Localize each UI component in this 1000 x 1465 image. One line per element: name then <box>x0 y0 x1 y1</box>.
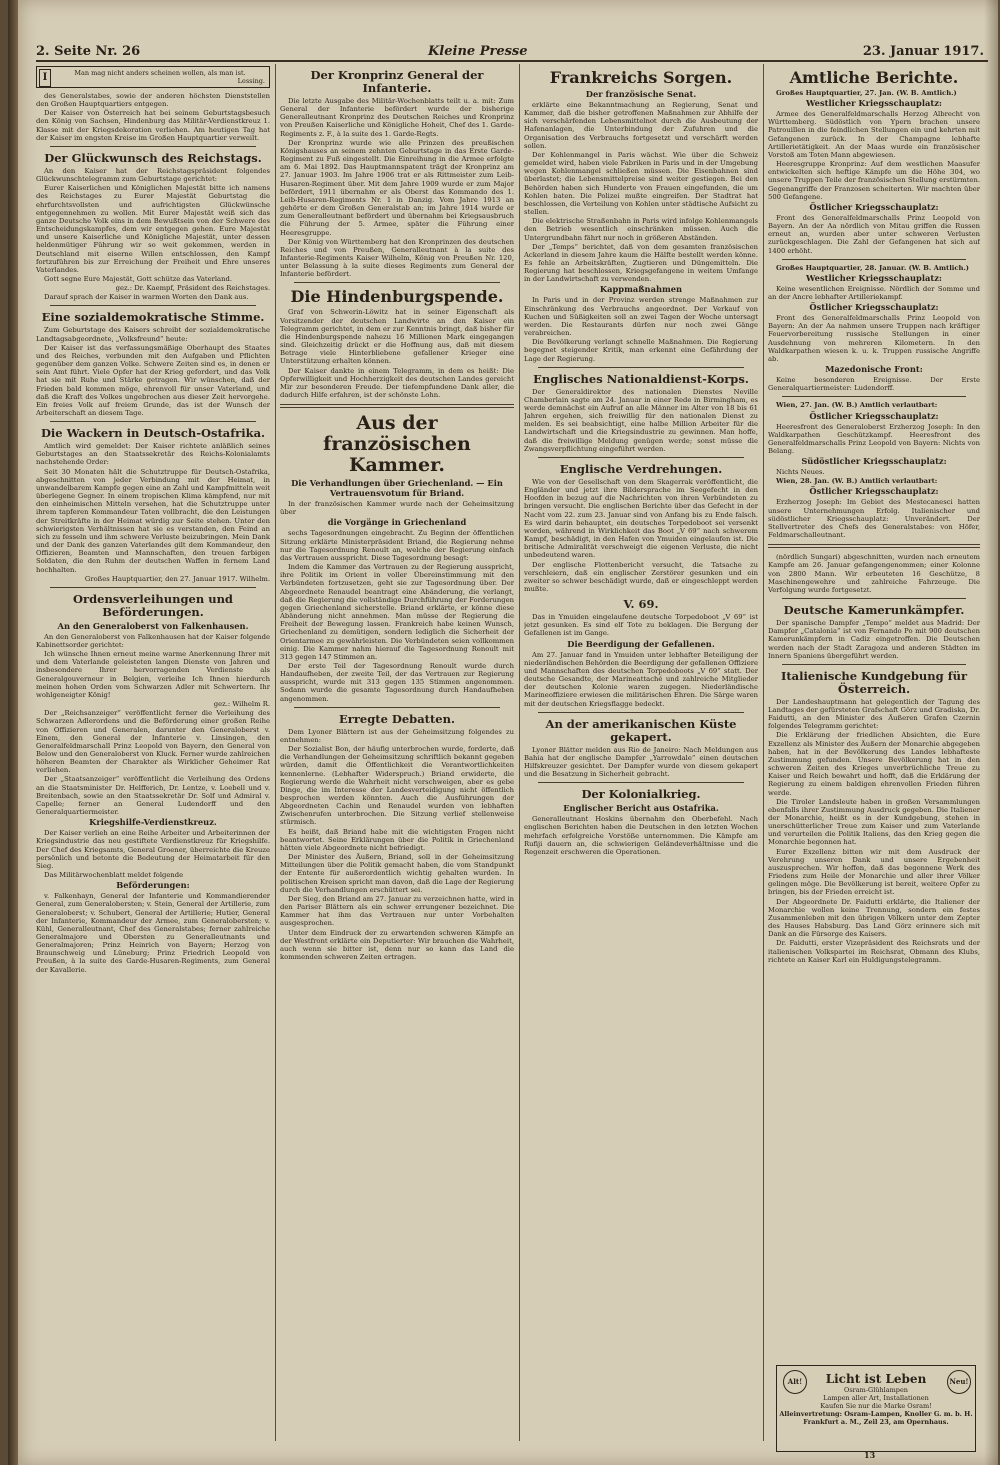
paragraph: Dem Lyoner Blättern ist aus der Geheimsitzung folgendes zu entnehmen: <box>280 727 514 744</box>
divider <box>50 146 256 147</box>
divider <box>50 421 256 422</box>
paragraph: v. Falkenhayn, General der Infanterie und Kommandierender General, zum Generalobersten; v. Stein, General der Artillerie, zum Generaloberst; v. Schubert, General der Artillerie; Hutier, General der Infanterie, Kommandeur der Armee, zum Generalobersten; v. Kühl, Generalleutnant, Chef des Generalstabes; ferner zahlreiche Generalmajore und Obersten zu Generalleutnants und Generalmajoren; Prinz Heinrich von Bayern; Herzog von Braunschweig und Lüneburg; Prinz Friedrich Leopold von Preußen, à la suite des Garde-Husaren-Regiments, zum General der Kavallerie. <box>36 892 270 974</box>
paragraph: Indem die Kammer das Vertrauen zu der Regierung ausspricht, ihre Politik im Orient in voller Übereinstimmung mit den Verbündeten fortzusetzen, geht sie zur Tagesordnung über. Der Abgeordnete Renaudel beantragt eine Abänderung, die verlangt, daß die Regierung die vollständige Durchführung der Forderungen gegen Griechenland sicherstelle. Briand erklärte, er könne diese Abänderung nicht annehmen. Man müsse der Regierung die Freiheit der Bewegung lassen. Frankreich habe keinen Wunsch, Griechenland zu demütigen, sondern lediglich die Sicherheit der Orientarmee zu gewährleisten. Die Verbündeten seien vollkommen einig. Die Kammer nahm hierauf die Tagesordnung Renoult mit 313 gegen 147 Stimmen an. <box>280 563 514 661</box>
paragraph: Generalleutnant Hoskins übernahm den Oberbefehl. Nach englischen Berichten haben die Deutschen in den letzten Wochen mehrfach erfolgreiche Vorstöße unternommen. Die Kämpfe am Rufiji dauern an, die schwierigen Geländeverhältnisse und die Regenzeit erschweren die Operationen. <box>524 815 758 856</box>
headline-ordensverleihungen: Ordensverleihungen und Beförderungen. <box>73 591 233 619</box>
page-number: 13 <box>864 1450 876 1460</box>
paragraph: Der Kaiser dankte in einem Telegramm, in dem es heißt: Die Opferwilligkeit und Hochherzigkeit des deutschen Landes gereicht Mir zur besonderen Freude. Der tiefempfundene Dank aller, die dadurch Hilfe erfahren, ist der schönste Lohn. <box>280 366 514 399</box>
column-3 <box>524 64 758 1445</box>
paragraph: Front des Generalfeldmarschalls Prinz Leopold von Bayern. An der Aa nördlich von Mitau griffen die Russen erneut an, wurden aber unter schweren Verlusten zurückgeschlagen. Die Zahl der Gefangenen hat sich auf 1400 erhöht. <box>768 213 980 255</box>
paragraph: Das in Ymuiden eingelaufene deutsche Torpedoboot „V 69“ ist jetzt gesunken. Es sind elf Tote zu beklagen. Die Bergung der Gefallenen ist im Gange. <box>524 613 758 638</box>
top-rule <box>36 60 988 62</box>
subheadline: Die Verhandlungen über Griechenland. — Ein Vertrauensvotum für Briand. <box>291 478 503 499</box>
headline-ostafrika: Die Wackern in Deutsch-Ostafrika. <box>40 426 266 441</box>
divider <box>782 598 966 599</box>
subheadline: An den Generaloberst von Falkenhausen. <box>57 620 249 631</box>
paragraph: In Paris und in der Provinz werden strenge Maßnahmen zur Einschränkung des Verbrauchs angeordnet. Der Verkauf von Kuchen und Süßigkeiten soll an zwei Tagen der Woche untersagt werden. Die Restaurants dürfen nur noch zwei Gänge verabreichen. <box>524 296 758 338</box>
paragraph: Seit 30 Monaten hält die Schutztruppe für Deutsch-Ostafrika, abgeschnitten von jeder Verbindung mit der Heimat, in unwandelbarem Kampfe gegen eine an Zahl und Kampfmitteln weit überlegene Gegner. In einem tropischen Klima kämpfend, nur mit den einheimischen Mitteln versehen, hat die Schutztruppe unter ihrem tapferen Kommandeur Taten vollbracht, die den Leistungen der Streitkräfte in der Heimat würdig zur Seite stehen. Unter den schwierigsten Verhältnissen hat sie es verstanden, den Feind an sich zu fesseln und ihm schwere Verluste beizubringen. Mein Dank und der Dank des ganzen Vaterlandes gilt dem Kommandeur, den Offizieren, Beamten und Mannschaften, den treuen farbigen Soldaten, die den Ruhm der deutschen Waffen in fernem Land hochhalten. <box>36 467 270 574</box>
headline-sozialdemokratisch: Eine sozialdemokratische Stimme. <box>41 310 265 325</box>
quote-box <box>36 66 270 88</box>
paragraph: Die elektrische Straßenbahn in Paris wird infolge Kohlenmangels den Betrieb wesentlich einschränken müssen. Auch die Untergrundbahn fährt nur noch in größeren Abständen. <box>524 217 758 242</box>
divider <box>538 712 744 713</box>
divider <box>538 457 744 458</box>
headline-englische-verdrehungen: Englische Verdrehungen. <box>559 461 723 476</box>
divider <box>782 396 966 397</box>
subheadline: Die Beerdigung der Gefallenen. <box>567 638 715 649</box>
paragraph: Der Landeshauptmann hat gelegentlich der Tagung des Landtages der gefürsteten Grafschaft Görz und Gradiska, Dr. Faidutti, an den Minister des Äußeren Grafen Czernin folgendes Telegramm gerichtet: <box>768 697 980 731</box>
paragraph: Die Erklärung der friedlichen Absichten, die Eure Exzellenz als Minister des Äußern der Monarchie abgegeben haben, hat in der Bevölkerung des Landes lebhafteste Zustimmung gefunden. Unsere Bevölkerung hat in den schweren Zeiten des Krieges unverbrüchliche Treue zu Kaiser und Reich bewahrt und hofft, daß die Erklärung der Regierung zu einem baldigen ehrenvollen Frieden führen werde. <box>768 731 980 797</box>
paragraph: Das Militärwochenblatt meldet folgende <box>44 871 184 880</box>
headline-kamerunkaempfer: Deutsche Kamerunkämpfer. <box>783 603 965 618</box>
paragraph: Front des Generalfeldmarschalls Prinz Leopold von Bayern: An der Aa nahmen unsere Truppen nach kräftiger Feuervorbereitung russische Stellungen in einer Ausdehnung von mehreren Kilometern. In den Waldkarpathen wiesen k. u. k. Truppen russische Angriffe ab. <box>768 314 980 363</box>
divider <box>50 587 256 588</box>
ad-title: Licht ist Leben <box>825 1372 927 1386</box>
paragraph: Wie von der Gesellschaft von dem Skagerrak veröffentlicht, die Engländer und jetzt ihre Bildersprache im Seegefecht in den Hoofden in bezug auf die Nachrichten von ihren Verbündeten zu bringen versucht. Die englischen Berichte über das Gefecht in der Nacht vom 22. zum 23. Januar sind von Anfang bis zu Ende falsch. Es wird darin behauptet, ein deutsches Torpedoboot sei versenkt worden, während in Wirklichkeit das Boot „V 69“ nach schwerem Kampf, beschädigt, in den Hafen von Ymuiden eingelaufen ist. Die britische Admiralität verschweigt die eigenen Verluste, die nicht unbedeutend waren. <box>524 477 758 560</box>
column-separator <box>275 64 276 1441</box>
quote-author: Lessing. <box>237 77 265 85</box>
newspaper-page <box>8 0 998 1465</box>
subheadline: Östlicher Kriegsschauplatz: <box>809 486 939 497</box>
paragraph: Unter dem Eindruck der zu erwartenden schweren Kämpfe an der Westfront erklärte ein Deputierter: Wir brauchen die Wahrheit, auch wenn sie bitter ist, denn nur so kann das Land die kommenden schweren Zeiten ertragen. <box>280 928 514 961</box>
paragraph: Der Kaiser verlieh an eine Reihe Arbeiter und Arbeiterinnen der Kriegsindustrie das neu gestiftete Verdienstkreuz für Kriegshilfe. Der Chef des Kriegsamts, General Groener, überreichte die Kreuze persönlich und betonte die Bedeutung der Heimatarbeit für den Sieg. <box>36 829 270 870</box>
paragraph: Der „Temps“ berichtet, daß von dem gesamten französischen Ackerland in diesem Jahre kaum die Hälfte bestellt werden könne. Es fehle an Arbeitskräften, Zugtieren und Düngemitteln. Die Regierung hat beschlossen, Kriegsgefangene in weitem Umfange in der Landwirtschaft zu verwenden. <box>524 242 758 284</box>
quote-box-mark: I <box>39 69 51 87</box>
signature: gez.: Dr. Kaempf, Präsident des Reichstages. <box>115 284 270 293</box>
ad-line: Frankfurt a. M., Zeil 23, am Opernhaus. <box>803 1418 949 1426</box>
paragraph: Erzherzog Joseph: Im Gebiet des Mestecanesci hatten unsere Unternehmungen Erfolg. Italienischer und südöstlicher Kriegsschauplatz: Unverändert. Der Stellvertreter des Chefs des Generalstabes: von Höfer, Feldmarschalleutnant. <box>768 498 980 540</box>
paragraph: Es heißt, daß Briand habe mit die wichtigsten Fragen nicht beantwortet. Seine Erklärungen über die Politik in Griechenland hätten viele Abgeordnete nicht befriedigt. <box>280 827 514 852</box>
paragraph: Gott segne Eure Majestät, Gott schütze das Vaterland. <box>44 274 232 283</box>
headline-amerikanische-kueste: An der amerikanischen Küste gekapert. <box>545 716 737 744</box>
badge-alt: Alt! <box>783 1370 807 1394</box>
divider <box>782 259 966 260</box>
paragraph: Der Abgeordnete Dr. Faidutti erklärte, die Italiener der Monarchie wollen keine Trennung, sondern ein festes Zusammenleben mit den übrigen Völkern unter dem Zepter des Hauses Habsburg. Das Land Görz erinnere sich mit Dank an die Fürsorge des Kaisers. <box>768 897 980 939</box>
paragraph: In der französischen Kammer wurde nach der Geheimsitzung über <box>280 500 514 517</box>
headline-nationaldienst: Englisches Nationaldienst-Korps. <box>533 371 749 386</box>
page-edge-shadow <box>984 0 998 1465</box>
headline-erregte-debatten: Erregte Debatten. <box>339 711 455 726</box>
subheadline: die Vorgänge in Griechenland <box>327 517 467 528</box>
ad-line: Kaufen Sie nur die Marke Osram! <box>820 1402 932 1410</box>
double-divider <box>280 404 514 408</box>
masthead-page-number: 2. Seite Nr. 26 <box>36 44 141 59</box>
ad-line: Lampen aller Art, Installationen <box>823 1394 929 1402</box>
paragraph: sechs Tagesordnungen eingebracht. Zu Beginn der öffentlichen Sitzung erklärte Ministerpräsident Briand, die Regierung nehme nur die Tagesordnung Renoult an, welche der Regierung einfach das Vertrauen ausspricht. Diese Tagesordnung besagt: <box>280 529 514 562</box>
paragraph: Der erste Teil der Tagesordnung Renoult wurde durch Handaufheben, der zweite Teil, der das Vertrauen zur Regierung ausspricht, wurde mit 313 gegen 135 Stimmen angenommen. Sodann wurde die gesamte Tagesordnung durch Handaufheben angenommen. <box>280 661 514 703</box>
subheadline: Mazedonische Front: <box>825 364 923 375</box>
column-separator <box>519 64 520 1441</box>
divider <box>538 367 744 368</box>
paragraph: Nichts Neues. <box>776 468 825 477</box>
headline-reichstag: Der Glückwunsch des Reichstags. <box>44 150 262 165</box>
divider <box>538 782 744 783</box>
headline-italienische-kundgebung: Italienische Kundgebung für Österreich. <box>780 668 968 696</box>
headline-kolonialkrieg: Der Kolonialkrieg. <box>581 787 701 802</box>
divider <box>294 707 500 708</box>
paragraph: Der Kaiser von Österreich hat bei seinem Geburtstagsbesuch den König von Sachsen, Hindenburg das Militär-Verdienstkreuz 1. Klasse mit der Kriegsdekoration verliehen. Am heutigen Tag hat der Kaiser im engsten Kreise im Großen Hauptquartier verweilt. <box>36 109 270 142</box>
divider <box>782 664 966 665</box>
paragraph: Lyoner Blätter melden aus Rio de Janeiro: Nach Meldungen aus Bahia hat der englische Dampfer „Yarrowdale“ einen deutschen Hilfskreuzer gesichtet. Der Dampfer wurde von diesem gekapert und die Besatzung in Sicherheit gebracht. <box>524 745 758 779</box>
paragraph: Eurer Kaiserlichen und Königlichen Majestät bitte ich namens des Reichstages zu Eurer Majestät Geburtstag die ehrfurchtsvollsten und aufrichtigsten Glückwünsche entgegennehmen zu wollen. Mit Eurer Majestät weiß sich das ganze Deutsche Volk eins in dem Bewußtsein von der Schwere des Entscheidungskampfes, dem wir entgegen gehen. Eure Majestät und unsere Kaiserliche und Königliche Majestät, unter dessen heldenmütiger Führung wir so weit gekommen, werden in Deutschland mit eiserne Willen entschlossen, den Kampf fortzuführen bis zur Erreichung der Freiheit und Ehre unseres Vaterlandes. <box>36 184 270 274</box>
masthead-date: 23. Januar 1917. <box>862 44 984 59</box>
subheadline: Östlicher Kriegsschauplatz: <box>809 201 939 212</box>
paragraph: Graf von Schwerin-Löwitz hat in seiner Eigenschaft als Vorsitzender der deutschen Landwirte an den Kaiser ein Telegramm gerichtet, in dem er zur Kenntnis bringt, daß bisher für die Hindenburgspende nahezu 16 Millionen Mark eingegangen sind. Gleichzeitig drückt er die Hoffnung aus, daß mit diesem Betrage viele Hinterbliebene gefallener Krieger eine Unterstützung erhalten können. <box>280 308 514 366</box>
ad-line: Osram-Glühlampen <box>844 1386 908 1394</box>
paragraph: Der Kohlenmangel in Paris wächst. Wie über die Schweiz gemeldet wird, haben viele Fabriken in Paris und in der Umgebung wegen Kohlenmangel schließen müssen. Die Eisenbahnen sind überlastet; die Lebensmittelpreise sind weiter gestiegen. Bei den Behörden haben sich Hunderte von Frauen eingefunden, die um Kohlen baten. Die Polizei mußte eingreifen. Der Stadtrat hat beschlossen, die Verteilung von Kohlen unter städtische Aufsicht zu stellen. <box>524 150 758 217</box>
paragraph: Der Generaldirektor des nationalen Dienstes Neville Chamberlain sagte am 24. Januar in einer Rede in Birmingham, es werde demnächst ein Aufruf an alle Männer im Alter von 18 bis 61 Jahren ergehen, sich freiwillig für den nationalen Dienst zu melden. Es sei beabsichtigt, eine halbe Million Arbeiter für die Landwirtschaft und die Kriegsindustrie zu gewinnen. Man hoffe, daß die freiwillige Meldung genügen werde; sonst müsse die Zwangsverpflichtung eingeführt werden. <box>524 387 758 453</box>
subheadline: Östlicher Kriegsschauplatz: <box>809 302 939 313</box>
book-spine <box>8 0 18 1465</box>
divider <box>50 305 256 306</box>
subheadline: Westlicher Kriegsschauplatz: <box>806 98 942 109</box>
subheadline-befoerderungen: Beförderungen: <box>116 880 190 891</box>
paragraph: Der Kaiser ist das verfassungsmäßige Oberhaupt des Staates und des Reiches, verbunden mit den Aufgaben und Pflichten gegenüber dem ganzen Volke. Schwere Zeiten sind es, in denen er sein Amt führt. Viele Opfer hat der Krieg gefordert, und das Volk hat sie mit Ruhe und Stärke getragen. Wir wünschen, daß der Frieden bald kommen möge, ehrenvoll für unser Vaterland, und daß die Kraft des Volkes ungebrochen aus dieser Zeit hervorgehe. Ein freies Volk auf freiem Grunde, das ist der Wunsch der Arbeiterschaft an diesem Tage. <box>36 343 270 417</box>
dateline: Großes Hauptquartier, 27. Jan. (W. B. Amtlich.) <box>776 89 957 97</box>
subheadline: Westlicher Kriegsschauplatz: <box>806 272 942 283</box>
divider <box>294 282 500 283</box>
subheadline: Östlicher Kriegsschauplatz: <box>809 410 939 421</box>
column-4 <box>768 64 980 1360</box>
paragraph: Armee des Generalfeldmarschalls Herzog Albrecht von Württemberg. Südöstlich von Ypern brachen unsere Patrouillen in die feindlichen Stellungen ein und kehrten mit Gefangenen zurück. In der Champagne lebhafte Artillerietätigkeit. An der Maas wurde ein französischer Vorstoß am Toten Mann abgewiesen. <box>768 110 980 159</box>
paragraph: des Generalstabes, sowie der anderen höchsten Dienststellen den Großen Hauptquartiers entgegen. <box>36 92 270 109</box>
dateline: Wien, 27. Jan. (W. B.) Amtlich verlautbart: <box>776 401 938 410</box>
paragraph: Keine wesentlichen Ereignisse. Nördlich der Somme und an der Ancre lebhafter Artilleriekampf. <box>768 284 980 301</box>
dateline: Wien, 28. Jan. (W. B.) Amtlich verlautbart: <box>776 477 938 486</box>
paragraph: Keine besonderen Ereignisse. Der Erste Generalquartiermeister: Ludendorff. <box>768 376 980 393</box>
paragraph: Der Sieg, den Briand am 27. Januar zu verzeichnen hatte, wird in den Pariser Blättern als ein schwer errungener bezeichnet. Die Kammer hat ihm das Vertrauen nur unter Vorbehalten ausgesprochen. <box>280 894 514 928</box>
paragraph: Heeresfront des Generaloberst Erzherzog Joseph: In den Waldkarpathen Geschützkampf. Heeresfront des Generalfeldmarschalls Prinz Leopold von Bayern: Nichts von Belang. <box>768 422 980 455</box>
column-2 <box>280 64 514 1445</box>
column-1 <box>36 64 270 1445</box>
paragraph: Amtlich wird gemeldet: Der Kaiser richtete anläßlich seines Geburtstages an den Staatssekretär des Reichs-Kolonialamts nachstehende Order: <box>36 442 270 467</box>
paragraph: Der Minister des Äußern, Briand, soll in der Geheimsitzung Mitteilungen über die Politik gemacht haben, die vom Standpunkt der Entente für außerordentlich wichtig gehalten wurden. In politischen Kreisen spricht man davon, daß die Lage der Regierung durch die Verhandlungen erschüttert sei. <box>280 853 514 894</box>
subheadline: Der französische Senat. <box>585 89 697 99</box>
headline-frankreichs-sorgen: Frankreichs Sorgen. <box>549 68 733 87</box>
paragraph: Eurer Exzellenz bitten wir mit dem Ausdruck der Verehrung unseren Dank und unsere Ergebenheit auszusprechen. Wir hoffen, daß das begonnene Werk des Friedens zum Heile der Monarchie und aller ihrer Völker gelingen möge. Die Bevölkerung ist bereit, weitere Opfer zu bringen, bis der Frieden erreicht ist. <box>768 847 980 897</box>
headline-hindenburgspende: Die Hindenburgspende. <box>290 287 504 307</box>
advertisement-licht-ist-leben <box>776 1365 976 1452</box>
paragraph: Die Bevölkerung verlangt schnelle Maßnahmen. Die Regierung begegnet steigender Kritik, man erkennt eine Gefährdung der Lage der Regierung. <box>524 338 758 363</box>
paragraph: Die Tiroler Landsleute haben in großen Versammlungen ebenfalls ihrer Zustimmung Ausdruck gegeben. Die Italiener der Monarchie, heißt es in der Kundgebung, stehen in unerschütterlicher Treue zum Kaiser und zum Vaterlande und verurteilen die Politik Italiens, das den Krieg gegen die Monarchie begonnen hat. <box>768 797 980 847</box>
headline-kronprinz: Der Kronprinz General der Infanterie. <box>310 68 484 95</box>
paragraph: Der Sozialist Bon, der häufig unterbrochen wurde, forderte, daß die Verhandlungen der Geheimsitzung schriftlich bekannt gegeben würden, damit die Öffentlichkeit die Verantwortlichkeiten kennenlerne. (Lebhafter Widerspruch.) Briand erwiderte, die Regierung werde die Wahrheit nicht verschweigen, aber es gebe Dinge, die im Interesse der Landesverteidigung nicht öffentlich besprochen werden könnten. Auch die Ausführungen der Abgeordneten Cachin und Renaudel wurden von lebhaften Zwischenrufen unterbrochen. Die Sitzung verlief stellenweise stürmisch. <box>280 745 514 827</box>
paragraph: Ich wünsche Ihnen erneut meine warme Anerkennung Ihrer mit und dem Vaterlande geleisteten langen Dienste von Jahren und insbesondere Ihrer hervorragenden Verdienste als Generalgouverneur in Belgien, verleihe Ich Ihnen hierdurch meinen hohen Orden vom Schwarzen Adler mit Schwertern. Ihr wohlgeneigter König! <box>36 650 270 699</box>
paragraph: Dr. Faidutti, erster Vizepräsident des Reichsrats und der italienischen Volkspartei im Reichsrat, Obmann des Klubs, richtete an Kaiser Karl ein Huldigungstelegramm. <box>768 939 980 964</box>
dateline: Großes Hauptquartier, 28. Januar. (W. B. Amtlich.) <box>776 263 970 272</box>
headline-franzoesische-kammer: Aus der französischen Kammer. <box>323 412 471 477</box>
paragraph: erklärte eine Bekanntmachung an Regierung, Senat und Kammer, daß die bisher getroffenen Maßnahmen zur Abhilfe der sich verschärfenden Lebensmittelnot durch die Ausbeutung der Hafenanlagen, die Unterbindung der Zufuhren und die Organisation des Verbrauchs fortgesetzt und verschärft werden sollen. <box>524 101 758 150</box>
paragraph: An den Generaloberst von Falkenhausen hat der Kaiser folgende Kabinettsorder gerichtet: <box>36 632 270 649</box>
paragraph: Der spanische Dampfer „Tempo“ meldet aus Madrid: Der Dampfer „Catalonia“ ist von Fernando Po mit 900 deutschen Kamerunkämpfern in Cadiz eingetroffen. Die Deutschen werden nach der Stadt Zaragoza und anderen Städten im Innern Spaniens übergeführt werden. <box>768 619 980 660</box>
paragraph: Der König von Württemberg hat den Kronprinzen des deutschen Reiches und von Preußen, Generalleutnant à la suite des Infanterie-Regiments Kaiser Wilhelm, König von Preußen Nr. 120, unter Belassung à la suite dieses Regiments zum General der Infanterie befördert. <box>280 237 514 279</box>
signature: Großes Hauptquartier, den 27. Januar 1917. Wilhelm. <box>84 574 270 583</box>
quote-text: Man mag nicht anders scheinen wollen, als man ist. <box>74 69 246 77</box>
paragraph: Zum Geburtstage des Kaisers schreibt der sozialdemokratische Landtagsabgeordnete, „Volksfreund“ heute: <box>36 326 270 343</box>
subheadline: Kappmaßnahmen <box>599 284 683 295</box>
double-divider <box>768 544 980 548</box>
badge-neu: Neu! <box>947 1370 971 1394</box>
lightbulb-icon <box>947 1370 969 1396</box>
paragraph: An den Kaiser hat der Reichstagspräsident folgendes Glückwunschtelegramm zum Geburtstage gerichtet: <box>36 166 270 184</box>
paragraph: Am 27. Januar fand in Ymuiden unter lebhafter Beteiligung der niederländischen Behörden die Beerdigung der gefallenen Offiziere und Mannschaften des deutschen Torpedoboots „V 69“ statt. Der deutsche Gesandte, der Marineattaché und zahlreiche Mitglieder der deutschen Kolonie waren zugegen. Niederländische Marineoffiziere erwiesen die militärischen Ehren. Die Särge waren mit der deutschen Kriegsflagge bedeckt. <box>524 650 758 708</box>
paragraph: Der „Reichsanzeiger“ veröffentlicht ferner die Verleihung des Schwarzen Adlerordens und die Beförderung einer großen Reihe von Offizieren und Generalen, darunter den Generaloberst v. Einem, den General der Infanterie v. Linsingen, den Generalfeldmarschall Prinz Leopold von Bayern, den General von Below und den Generaloberst von Kluck. Ferner wurde zahlreichen höheren Beamten der Charakter als Wirklicher Geheimer Rat verliehen. <box>36 709 270 775</box>
lightbulb-icon <box>783 1370 805 1396</box>
paragraph: Der englische Flottenbericht versucht, die Tatsache zu verschleiern, daß ein englischer Zerstörer gesunken und ein zweiter so schwer beschädigt wurde, daß er eingeschleppt werden mußte. <box>524 560 758 593</box>
subheadline: Südöstlicher Kriegsschauplatz: <box>801 456 947 467</box>
paragraph: Heeresgruppe Kronprinz: Auf dem westlichen Maasufer entwickelten sich heftige Kämpfe um die Höhe 304, wo unsere Truppen Teile der französischen Stellung erstürmten. Gegenangriffe der Franzosen scheiterten. Wir machten über 500 Gefangene. <box>768 160 980 201</box>
subheadline: Englischer Bericht aus Ostafrika. <box>563 803 719 814</box>
paragraph: (nördlich Sungari) abgeschnitten, wurden nach erneutem Kampfe am 26. Januar gefangengenommen; einer Kolonne von 2800 Mann. Wir erbeuteten 16 Geschütze, 8 Maschinengewehre und zahlreiche Fahrzeuge. Die Verfolgung wurde fortgesetzt. <box>768 553 980 594</box>
signature: gez.: Wilhelm R. <box>213 700 270 709</box>
column-separator <box>763 64 764 1441</box>
paragraph: Darauf sprach der Kaiser in warmen Worten den Dank aus. <box>44 293 249 302</box>
paragraph: Der „Staatsanzeiger“ veröffentlicht die Verleihung des Ordens an die Staatsminister Dr. Helfferich, Dr. Lentze, v. Loebell und v. Breitenbach, sowie an den Staatssekretär Dr. Solf und Admiral v. Capelle; ferner an General Ludendorff und den Generalquartiermeister. <box>36 775 270 817</box>
paragraph: Der Kronprinz wurde wie alle Prinzen des preußischen Königshauses an seinem zehnten Geburtstage in das Erste Garde-Regiment zu Fuß eingestellt. Die Einreihung in die Armee erfolgte am 6. Mai 1892. Das Hauptmannspatent trägt der Kronprinz am 27. Januar 1903. Im Jahre 1906 trat er als Rittmeister zum Leib-Husaren-Regiment über. Mit dem Jahre 1909 wurde er zum Major befördert, 1911 übernahm er als Oberst das Kommando des 1. Leib-Husaren-Regiments Nr. 1 in Danzig. Vom Jahre 1913 an gehörte er dem Großen Generalstab an; im Jahre 1914 wurde er zum Generalleutnant befördert und übernahm bei Kriegsausbruch die Führung der 5. Armee, später die Führung einer Heeresgruppe. <box>280 138 514 237</box>
masthead-title: Kleine Presse <box>428 44 528 59</box>
headline-v69: V. 69. <box>623 597 659 612</box>
headline-amtliche-berichte: Amtliche Berichte. <box>789 68 959 87</box>
subheadline-kriegshilfe: Kriegshilfe-Verdienstkreuz. <box>89 817 217 828</box>
paragraph: Die letzte Ausgabe des Militär-Wochenblatts teilt u. a. mit: Zum General der Infanterie befördert wurde der bisherige Generalleutnant Kronprinz des Deutschen Reiches und Kronprinz von Preußen Kaiserliche und Königliche Hoheit, Chef des 1. Garde-Regiments z. F., à la suite des 1. Garde-Regts. <box>280 97 514 138</box>
ad-line: Alleinvertretung: Osram-Lampen, Knoller G. m. b. H. <box>779 1410 973 1418</box>
